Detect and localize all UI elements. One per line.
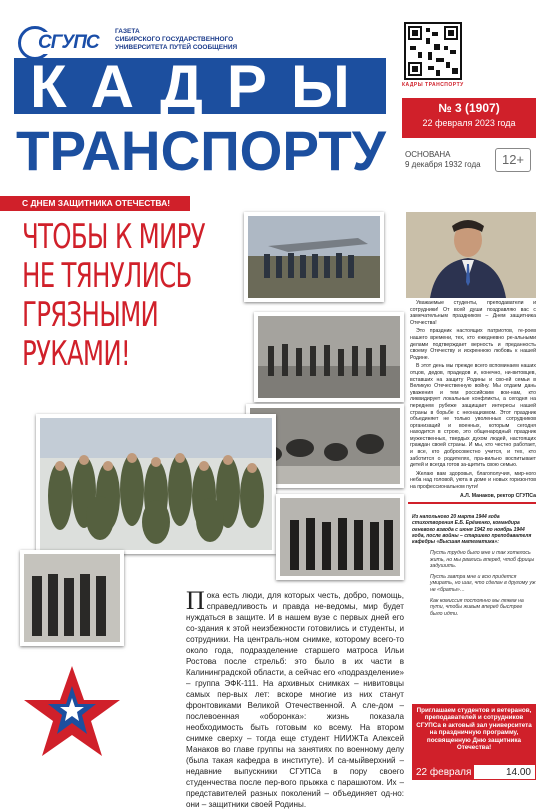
masthead-row-2 — [14, 119, 394, 182]
greeting-paragraph: Уважаемые студенты, преподаватели и сотрудники! От всей души поздравляю вас с замечательным праздником – Днем защитника Отечества! — [410, 300, 536, 326]
photo-central-unit[interactable] — [36, 414, 276, 554]
greeting-paragraph: Это праздник настоящих патриотов, ге-роев нашего времени, тех, кто ежедневно ре-альными делами подтверждает верность и преданность своему Отечеству и искреннюю любовь к нашей Родине. — [410, 328, 536, 361]
issue-date: 22 февраля 2023 года — [422, 118, 516, 128]
headline — [22, 217, 205, 374]
red-star-emblem-icon — [22, 664, 122, 760]
masthead-title-1: КАДРЫ — [30, 53, 374, 120]
founded-date: 9 декабря 1932 года — [405, 160, 481, 169]
photo-archive-march[interactable] — [254, 312, 404, 402]
founded-label: ОСНОВАНА — [405, 150, 451, 159]
logo-text: СГУПС — [38, 32, 99, 53]
issue-box — [402, 98, 536, 138]
masthead-title-2: ТРАНСПОРТУ — [16, 119, 386, 182]
article-body-text: ока есть люди, для которых честь, добро, помощь, справедливость и правда не-ведомы, мир будет нуждаться в защите. И в нашем вузе с первых дней его со-здания к этой неизбежности готовились и студенты, и сотрудники. На централь-ном снимке, которому всего-то около года, подразделение старшего матроса Ильи Ростова после стрельб: это было в их части в Калининградской области, а сейчас его «подразделение» – группа ЭФК-111. На архивных снимках – нивитовцы самых пер-вых лет: вскоре многие из них станут фронтовиками Великой Отечественной. А сле-дом – послевоенная «оборонка»: жизнь показала необходимость быть готовым ко всему. На втором снимке сверху – тогда еще студент НИИЖТа Алексей Манаков во главе группы на занятиях по военному делу (была такая кафедра в институте). И са-мыйверхний – недавние выпускники СГУПСа в пору своего студенчества после пер-вого прыжка с парашютом. Их – представителей разных поколений – объединяет од-но: они – защитники своей Родины. — [186, 591, 404, 809]
qr-code-icon[interactable] — [404, 22, 462, 80]
event-datetime — [412, 764, 536, 780]
event-time: 14.00 — [505, 766, 531, 778]
photo-graduates-airfield[interactable] — [244, 212, 384, 302]
article-dropcap: П — [186, 586, 205, 615]
event-date: 22 февраля — [413, 765, 474, 779]
headline-line: ЧТОБЫ К МИРУ — [22, 217, 205, 257]
masthead-row-1 — [14, 53, 386, 120]
photo-archive-group[interactable] — [276, 494, 404, 580]
poem-stanza: Пусть завтра мне и всю придется умирать, но шаг, что сделан в другому уж не «браты»… — [430, 573, 536, 593]
photo-archive-cadets[interactable] — [20, 550, 124, 646]
poem-stanza: Пусть трудно было мне и так хотелось жить, но мы рвались вперед, чтоб фрицы задушить. — [430, 550, 535, 570]
qr-caption: КАДРЫ ТРАНСПОРТУ — [402, 82, 464, 88]
rector-greeting — [410, 300, 536, 499]
founded-info — [405, 150, 481, 170]
event-invitation: Приглашаем студентов и ветеранов, преподавателей и сотрудников СГУПСа в актовый зал университета на праздничную программу, посвященную Дню защитника Отечества! — [412, 704, 536, 764]
age-rating-badge: 12+ — [495, 148, 531, 172]
org-line-3: УНИВЕРСИТЕТА ПУТЕЙ СООБЩЕНИЯ — [115, 44, 238, 51]
poem-intro: Из напольного 20 марта 1944 года стихотворения Е.Б. Ерёменко, командира огневого взвода с июня 1942 по ноябрь 1944 года, после войны – старшего преподавателя кафедры «Высшая математика»: — [412, 514, 532, 546]
org-line-2: СИБИРСКОГО ГОСУДАРСТВЕННОГО — [115, 36, 234, 43]
section-divider — [408, 502, 536, 504]
article-body — [186, 586, 404, 810]
issue-number: № 3 (1907) — [438, 101, 500, 115]
headline-line: ГРЯЗНЫМИ — [22, 295, 159, 335]
greeting-signature: А.Л. Манаков, ректор СГУПСа — [459, 492, 536, 499]
org-line-1: ГАЗЕТА — [115, 28, 140, 35]
photo-rector-portrait[interactable] — [406, 212, 536, 298]
rubric-label: С ДНЕМ ЗАЩИТНИКА ОТЕЧЕСТВА! — [22, 198, 171, 208]
headline-line: НЕ ТЯНУЛИСЬ — [22, 256, 192, 296]
greeting-paragraph: Желаю вам здоровья, благополучия, мир-ного неба над головой, уюта в доме и новых горизонтов на профессиональном пути! — [410, 470, 536, 491]
poem — [430, 550, 536, 621]
greeting-paragraph: В этот день мы прежде всего вспоминаем наших отцов, дедов, прадедов и, конечно, ни-витовцев, вставших на защиту Родины и сво-ей семьи в Великую Отечественную войну. Мы отдаем дань уважения и тем российским вои-нам, кто ликвидирует локальные конфликты, а сегодня на переднем рубеже защищает интересы нашей страны в борьбе с неонацизмом. Этот праздник объединяет не только уволенных сотрудников организаций и военных, которым сегодня находится в строю, это общенародный праздник мужественных, твердых духом людей, настоящих граждан своей страны. И мы, кто честно работает, и все, кто добросовестно учится, и тех, кто заботится о родителях, пра-вильно воспитывает детей и всегда готов за-щитить свою семью. — [410, 363, 536, 469]
headline-line: РУКАМИ! — [22, 334, 131, 374]
poem-stanza: Как комиссия постоянно мы ляжем на пути, чтобы живым вперед быстрее было идти. — [430, 597, 524, 617]
